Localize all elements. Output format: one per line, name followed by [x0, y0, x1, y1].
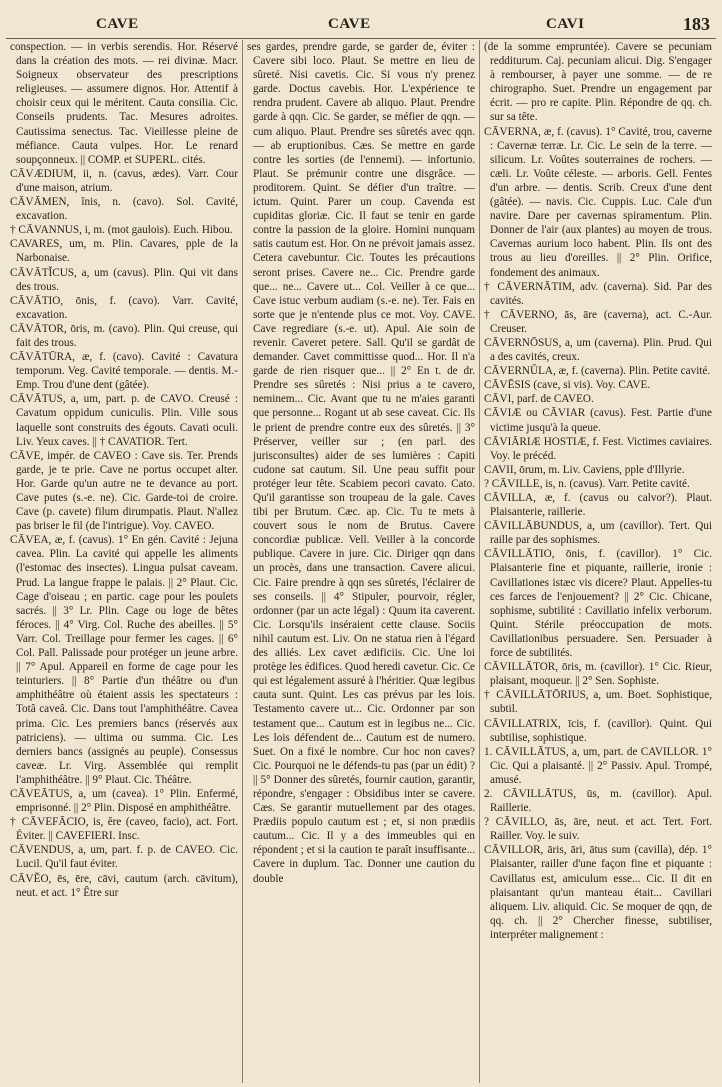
- dictionary-entry: CAVARES, um, m. Plin. Cavares, pple de la Narbonaise.: [10, 238, 238, 265]
- dictionary-entry: 2. CĀVILLĀTUS, ūs, m. (cavillor). Apul. Raillerie.: [484, 787, 712, 815]
- dictionary-entry: CĀVĔO, ēs, ēre, cāvi, cautum (arch. cāvitum), neut. et act. 1° Être sur: [10, 872, 238, 899]
- dictionary-entry: CĀVILLA, æ, f. (cavus ou calvor?). Plaut. Plaisanterie, raillerie.: [484, 492, 712, 519]
- right-guide-word: CAVI: [546, 16, 585, 32]
- column-left: [6, 40, 242, 1083]
- center-guide-word: CAVE: [328, 16, 371, 32]
- dictionary-entry: CĀVĀTĬCUS, a, um (cavus). Plin. Qui vit dans des trous.: [10, 266, 238, 293]
- dictionary-entry: CĀVERNŬLA, æ, f. (caverna). Plin. Petite cavité.: [484, 365, 711, 378]
- left-guide-word: CAVE: [96, 16, 139, 32]
- dictionary-entry: CĀVILLATRIX, īcis, f. (cavillor). Quint. Qui subtilise, sophistique.: [484, 717, 712, 744]
- dictionary-entry: CĀVENDUS, a, um, part. f. p. de CAVEO. Cic. Lucil. Qu'il faut éviter.: [10, 844, 238, 871]
- dictionary-entry: CĀVĒSIS (cave, si vis). Voy. CAVE.: [484, 379, 651, 392]
- dictionary-entry: CĀVERNA, æ, f. (cavus). 1° Cavité, trou, caverne : Cavernæ terræ. Lr. Cic. Le sein de la terre. — silicum. Lr. Voûtes souterraines de rochers. — cæli. Lr. Voûte céleste. — arboris. Gell. Fentes d'un arbre. — dentis. Scrib. Creux d'une dent (gâtée). — navis. Cic. Cuppis. Luc. Cale d'un navire. Dare per cavernas spiramentum. Plin. Donner de l'air (aux plantes) au moyen de trous. Cavernas aurium loco habent. Plin. Ils ont des trous au lieu d'oreilles. || 2° Plin. Orifice, fondement des animaux.: [484, 125, 712, 279]
- dictionary-entry: CĀVĀTUS, a, um, part. p. de CAVO. Creusé : Cavatum oppidum cuniculis. Plin. Ville sous laquelle sont construits des égouts. Cavati oculi. Liv. Yeux caves. || † CAVATIOR. Tert.: [10, 393, 238, 448]
- dictionary-entry: 1. CĀVILLĀTUS, a, um, part. de CAVILLOR. 1° Cic. Qui a plaisanté. || 2° Passiv. Apul. Trompé, amusé.: [484, 745, 712, 786]
- dictionary-entry: ses gardes, prendre garde, se garder de, éviter : Cavere sibi loco. Plaut. Se mettre en lieu de sûreté. Nisi cavetis. Cic. Si vous n'y prenez garde. Doctus cavebis. Hor. L'expérience te rendra prudent. Cavere ab aliquo. Plaut. Prendre garde à qqn. Cic. Se garder, se méfier de qqn. — cum aliquo. Plaut. Prendre ses sûretés avec qqn. — ab eruptionibus. Cæs. Se mettre en garde contre les sorties (de l'ennemi). — infortunio. Plaut. Se prémunir contre une disgrâce. — proditorem. Quint. Se défier d'un traître. — ictum. Quint. Parer un coup. Cavenda est cupiditas gloriæ. Cic. Il faut se tenir en garde contre la passion de la gloire. Homini nunquam satis cautum est. Hor. On ne prévoit jamais assez. Cetera cavebuntur. Cic. Toutes les précautions seront prises. Cavere ne... Cic. Prendre garde que... ne... Cavere ut... Col. Veiller à ce que... Cave istuc verbum audiam (s.-e. ne). Ter. Fais en sorte que je n'entende plus ce mot. Voy. CAVE. Cave regrediare (s.-e. ut). Apul. Aie soin de revenir. Caveret petere. Sall. Qu'il se gardât de demander. Cavet committisse quod... Hor. Il n'a garde de rien risquer que... || 2° En t. de dr. Prendre ses sûretés : Nisi prius a te cavero, neminem... Cic. Avant que tu ne m'aies garanti que personne... Rogant ut ab sese caveat. Cic. Ils le prient de prendre contre eux des sûretés. || 3° Préserver, veiller sur ; (en parl. des jurisconsultes) aider de ses lumières : Capiti cudone sat cautum. Sil. Une peau suffit pour protéger leur tête. Scabiem pecori cavato. Cato. Qu'il garantisse son troupeau de la gale. Caves tibi per Brutum. Cæc. ap. Cic. Tu te mets à couvert sous le nom de Brutus. Cavere concordiæ publicæ. Vell. Veiller à la concorde publique. Cavere in jure. Cic. Diriger qqn dans un procès, dans une transaction. Cavere alicui. Cic. Faire prendre à qqn ses sûretés, l'éclairer de ses conseils. || 4° Stipuler, pourvoir, régler, ordonner (par un acte légal) : Quum ita caverent. Cic. Lorsqu'ils inséraient cette clause. Sociis nihil cautum est. Liv. On ne statua rien à l'égard des alliés. Lex cavet ædificiis. Cic. Une loi protège les édifices. Quod heredi cavetur. Cic. Ce qui est légalement assuré à l'héritier. Quæ legibus cauta sunt. Quint. Les cas prévus par les lois. Testamento cavere ut... Cic. Ordonner par son testament que... Cautum est in legibus ne... Cic. Les lois défendent de... Cautum est de numero. Suet. On a fixé le nombre. Cur hoc non caves? Cic. Pourquoi ne le défends-tu pas (par un édit) ? || 5° Donner des sûretés, fournir caution, garantir, répondre, s'engager : Obsidibus inter se cavere. Cæs. Se garantir mutuellement par des otages. Prædiis populo cautum est ; et, si non prædiis cautum... Cic. Il y a des immeubles qui en répondent ; et si la caution te paraît insuffisante... Cavere in duplum. Tac. Donner une caution du double: [247, 41, 475, 885]
- dictionary-entry: CĀVI, parf. de CAVEO.: [484, 393, 594, 406]
- dictionary-entry: † CĀVEFĀCIO, is, ĕre (caveo, facio), act. Fort. Éviter. || CAVEFIERI. Insc.: [10, 816, 238, 843]
- dictionary-entry: † CĀVERNO, ās, āre (caverna), act. C.-Aur. Creuser.: [484, 308, 712, 335]
- dictionary-entry: CĀVILLĀBUNDUS, a, um (cavillor). Tert. Qui raille par des sophismes.: [484, 520, 712, 547]
- dictionary-entry: CĀVIÆ ou CĀVIAR (cavus). Fest. Partie d'une victime jusqu'à la queue.: [484, 407, 712, 434]
- dictionary-entry: CĀVĀTOR, ōris, m. (cavo). Plin. Qui creuse, qui fait des trous.: [10, 322, 238, 349]
- dictionary-entry: CĀVÆDIUM, ii, n. (cavus, ædes). Varr. Cour d'une maison, atrium.: [10, 167, 238, 194]
- dictionary-entry: ? CĀVILLE, is, n. (cavus). Varr. Petite cavité.: [484, 477, 690, 490]
- dictionary-entry: CĀVĀMEN, ĭnis, n. (cavo). Sol. Cavité, excavation.: [10, 196, 238, 223]
- dictionary-entry: ? CĀVILLO, ās, āre, neut. et act. Tert. Fort. Railler. Voy. le suiv.: [484, 816, 712, 843]
- dictionary-entry: CĀVĀTIO, ōnis, f. (cavo). Varr. Cavité, excavation.: [10, 294, 238, 321]
- dictionary-entry: CĀVE, impér. de CAVEO : Cave sis. Ter. Prends garde, je te prie. Cave ne portus occupet alter. Hor. Garde qu'un autre ne te devance au port. Cave putes (s.-e. ne). Cic. Garde-toi de croire. Cave (p. cavete) filum dirumpatis. Plaut. N'allez pas briser le fil (de l'intrigue). Voy. CAVEO.: [10, 449, 238, 533]
- dictionary-entry: CĀVIĀRIÆ HOSTIÆ, f. Fest. Victimes caviaires. Voy. le précéd.: [484, 435, 712, 462]
- dictionary-entry: CĀVERNŌSUS, a, um (caverna). Plin. Prud. Qui a des cavités, creux.: [484, 336, 712, 364]
- column-right: [479, 40, 716, 1083]
- column-middle: [242, 40, 479, 1083]
- dictionary-entry: CĀVEĀTUS, a, um (cavea). 1° Plin. Enfermé, emprisonné. || 2° Plin. Disposé en amphithéâtre.: [10, 787, 238, 815]
- dictionary-entry: CĀVILLĀTIO, ōnis, f. (cavillor). 1° Cic. Plaisanterie fine et piquante, raillerie, ironie : Cavillationes istæc vis dicere? Plaut. Appelles-tu ces farces de l'enjouement? || 2° Cic. Chicane, sophisme, subtilité : Cavillatio infelix verborum. Quint. Stérile préoccupation de mots. Cavillationibus persuadere. Sen. Persuader à force de subtilités.: [484, 548, 712, 660]
- dictionary-entry: † CĀVANNUS, i, m. (mot gaulois). Euch. Hibou.: [10, 224, 233, 237]
- dictionary-entry: CĀVEA, æ, f. (cavus). 1° En gén. Cavité : Jejuna cavea. Plin. La cavité qui appelle les aliments (l'estomac des insectes). Lingua pulsat caveam. Prud. La langue frappe le palais. || 2° Plaut. Cic. Cage d'oiseau ; en partic. cage pour les poulets sacrés. || 3° Lr. Plin. Cage ou loge de bêtes féroces. || 4° Virg. Col. Ruche des abeilles. || 5° Varr. Col. Treillage pour fermer les cages. || 6° Col. Pall. Palissade pour protéger un jeune arbre. || 7° Apul. Appareil en forme de cage pour les teinturiers. || 8° Partie d'un théâtre ou d'un amphithéâtre où étaient assis les spectateurs : Totâ caveâ. Cic. Dans tout l'amphithéâtre. Cavea prima. Cic. Les premiers bancs (réservés aux patriciens). — ultima ou summa. Cic. Les derniers bancs (assignés au peuple). Consessus caveæ. Lr. Virg. Assemblée qui remplit l'amphithéâtre. || 9° Plaut. Cic. Théâtre.: [10, 534, 238, 786]
- dictionary-entry: (de la somme empruntée). Cavere se pecuniam redditurum. Caj. pecuniam alicui. Dig. S'engager à rembourser, à payer une somme. — de re chirographo. Suet. Prendre un engagement par écrit. — pro re capite. Plin. Répondre de qq. ch. sur sa tête.: [484, 41, 712, 124]
- page-header: [6, 8, 716, 39]
- dictionary-entry: CĀVILLĀTOR, ōris, m. (cavillor). 1° Cic. Rieur, plaisant, moqueur. || 2° Sen. Sophiste.: [484, 661, 712, 688]
- text-columns: [6, 40, 716, 1083]
- dictionary-entry: conspection. — in verbis serendis. Hor. Réservé dans la création des mots. — rei divinæ. Macr. Soigneux observateur des prescriptions religieuses. — assumere dignos. Hor. Attentif à choisir ceux qui le méritent. Cauta consilia. Cic. Conseils prudents. Tac. Mesures adroites. Cautissima senectus. Tac. Vieillesse pleine de méfiance. Cauta vulpes. Hor. Le renard soupçonneux. || COMP. et SUPERL. cités.: [10, 41, 238, 166]
- dictionary-entry: CAVII, ōrum, m. Liv. Caviens, pple d'Illyrie.: [484, 463, 685, 476]
- page-number: 183: [683, 14, 710, 34]
- dictionary-entry: † CĀVERNĀTIM, adv. (caverna). Sid. Par des cavités.: [484, 280, 712, 307]
- dictionary-entry: CĀVĀTŪRA, æ, f. (cavo). Cavité : Cavatura temporum. Veg. Cavité temporale. — dentis. M.-Emp. Trou d'une dent (gâtée).: [10, 351, 238, 392]
- dictionary-entry: † CĀVILLĀTŌRIUS, a, um. Boet. Sophistique, subtil.: [484, 689, 712, 716]
- dictionary-entry: CĀVILLOR, āris, āri, ātus sum (cavilla), dép. 1° Plaisanter, railler d'une façon fine et piquante : Cavillatus est, amiculum esse... Cic. Il dit en plaisantant qu'un manteau était... Cavillari aliquem. Liv. aliquid. Cic. Se moquer de qqn, de qq. ch. || 2° Chercher finesse, subtiliser, interpréter malignement :: [484, 844, 712, 941]
